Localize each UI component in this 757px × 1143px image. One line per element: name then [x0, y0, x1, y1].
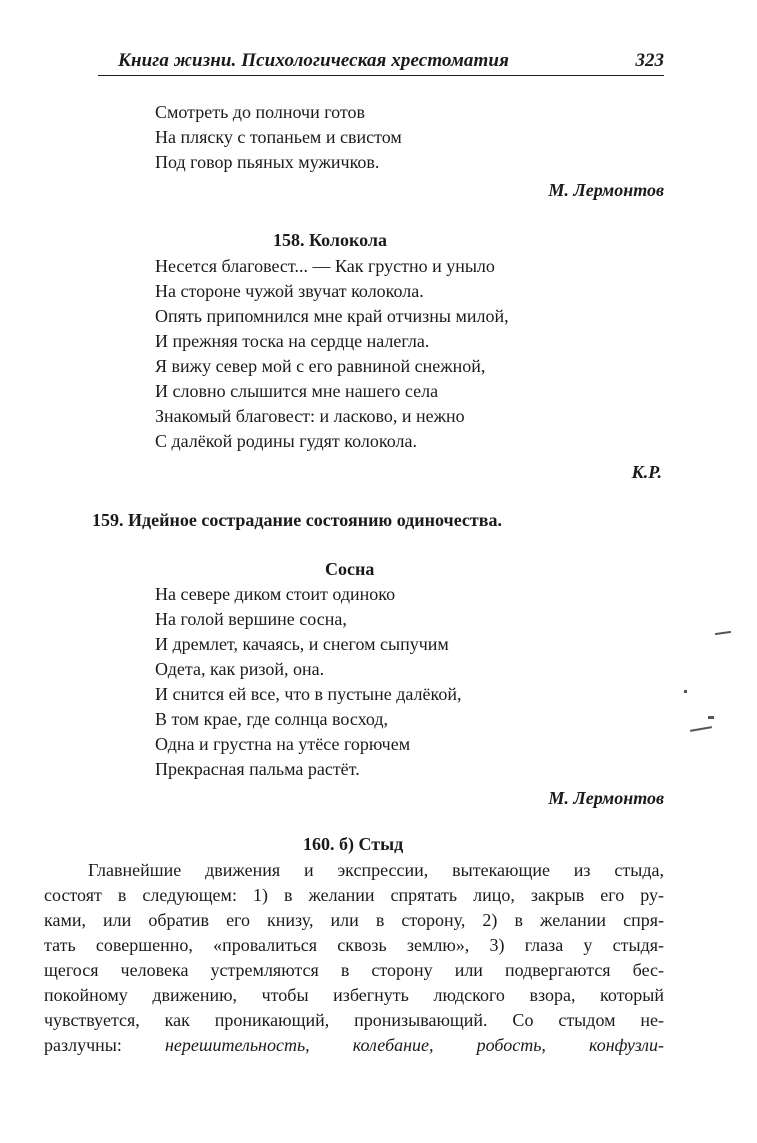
paragraph-line: щегося человека устремляются в сторону или подвергаются бес-	[44, 960, 664, 980]
poem-line: И прежняя тоска на сердце налегла.	[155, 331, 430, 351]
running-title: Книга жизни. Психологическая хрестоматия	[118, 50, 509, 71]
author-attribution: М. Лермонтов	[548, 180, 664, 200]
section-heading-159: 159. Идейное сострадание состоянию одиночества.	[92, 510, 502, 530]
scan-speck	[690, 726, 712, 732]
italic-terms: нерешительность, колебание, робость, конфузли-	[164, 1035, 664, 1055]
paragraph-line: покойному движению, чтобы избегнуть людского взора, который	[44, 985, 664, 1005]
poem-line: Знакомый благовест: и ласково, и нежно	[155, 406, 465, 426]
poem-line: На пляску с топаньем и свистом	[155, 127, 402, 147]
author-attribution: К.Р.	[631, 462, 662, 482]
poem-line: Одета, как ризой, она.	[155, 659, 325, 679]
poem-line: Несется благовест... — Как грустно и уныло	[155, 256, 495, 276]
poem-line: С далёкой родины гудят колокола.	[155, 431, 417, 451]
poem-line: В том крае, где солнца восход,	[155, 709, 389, 729]
scan-speck	[708, 716, 714, 719]
poem-line: И дремлет, качаясь, и снегом сыпучим	[155, 634, 449, 654]
poem-line: И словно слышится мне нашего села	[155, 381, 439, 401]
poem-line: Я вижу север мой с его равниной снежной,	[155, 356, 486, 376]
poem-line: На севере диком стоит одиноко	[155, 584, 396, 604]
poem-line: Под говор пьяных мужичков.	[155, 152, 380, 172]
poem-line: Опять припомнился мне край отчизны милой,	[155, 306, 509, 326]
poem-title: Сосна	[325, 559, 375, 579]
poem-line: Одна и грустна на утёсе горючем	[155, 734, 411, 754]
paragraph-line: ками, или обратив его книзу, или в сторону, 2) в желании спря-	[44, 910, 664, 930]
running-header	[98, 49, 664, 76]
paragraph-line	[44, 1033, 664, 1057]
page-number: 323	[635, 50, 664, 71]
section-title-160: 160. б) Стыд	[303, 834, 404, 854]
poem-line: Прекрасная пальма растёт.	[155, 759, 360, 779]
author-attribution: М. Лермонтов	[548, 788, 664, 808]
section-title-158: 158. Колокола	[273, 230, 388, 250]
scan-speck	[684, 690, 687, 693]
poem-line: Смотреть до полночи готов	[155, 102, 366, 122]
paragraph-line: состоят в следующем: 1) в желании спрятать лицо, закрыв его ру-	[44, 885, 664, 905]
poem-line: И снится ей все, что в пустыне далёкой,	[155, 684, 462, 704]
paragraph-text: разлучны:	[44, 1035, 165, 1055]
scan-speck	[715, 631, 731, 635]
paragraph-line: чувствуется, как проникающий, пронизывающий. Со стыдом не-	[44, 1010, 664, 1030]
poem-line: На голой вершине сосна,	[155, 609, 347, 629]
paragraph-line: Главнейшие движения и экспрессии, вытекающие из стыда,	[88, 860, 664, 880]
poem-line: На стороне чужой звучат колокола.	[155, 281, 424, 301]
paragraph-line: тать совершенно, «провалиться сквозь землю», 3) глаза у стыдя-	[44, 935, 664, 955]
